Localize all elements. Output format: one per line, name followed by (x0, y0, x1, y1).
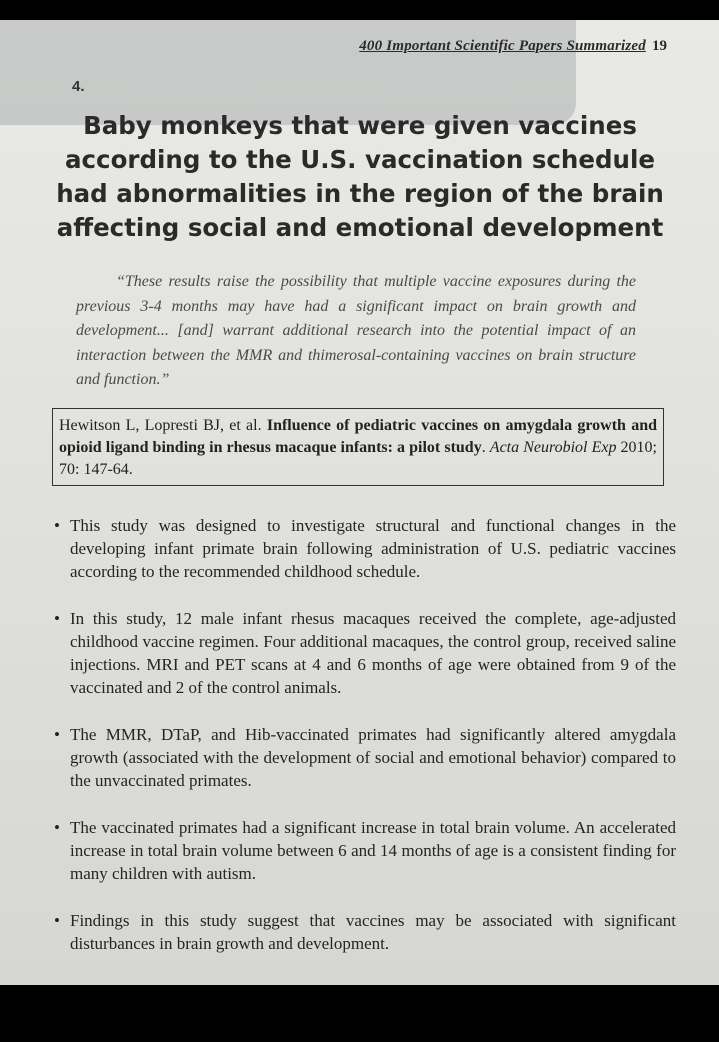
bullet-item (54, 723, 676, 792)
bullet-icon: • (54, 516, 60, 535)
bullet-item (54, 816, 676, 885)
summary-bullet-list (54, 514, 676, 979)
bullet-text: In this study, 12 male infant rhesus macaques received the complete, age-adjusted childhood vaccine regimen. Four additional macaques, the control group, received saline injections. MRI and PET scans at 4 and 6 months of age were obtained from 9 of the vaccinated and 2 of the control animals. (70, 609, 676, 697)
bullet-text: This study was designed to investigate structural and functional changes in the developing infant primate brain following administration of U.S. pediatric vaccines according to the recommended childhood schedule. (70, 516, 676, 581)
bullet-icon: • (54, 911, 60, 930)
bullet-item (54, 607, 676, 699)
bullet-text: The MMR, DTaP, and Hib-vaccinated primates had significantly altered amygdala growth (associated with the development of social and emotional behavior) compared to the unvaccinated primates. (70, 725, 676, 790)
citation-period: . (481, 439, 490, 456)
citation-title: Influence of pediatric vaccines on amygdala growth and opioid ligand binding in rhesus macaque infants: a pilot study (59, 417, 657, 456)
bullet-icon: • (54, 818, 60, 837)
bullet-icon: • (54, 725, 60, 744)
page-number: 19 (652, 38, 667, 54)
running-head (359, 38, 667, 55)
book-page (0, 20, 719, 985)
citation-box (52, 408, 664, 486)
bullet-text: The vaccinated primates had a significant increase in total brain volume. An accelerated increase in total brain volume between 6 and 14 months of age is a consistent finding for many children with autism. (70, 818, 676, 883)
pull-quote: “These results raise the possibility that multiple vaccine exposures during the previous 3-4 months may have had a significant impact on brain growth and development... [and] warrant additional research into the potential impact of an interaction between the MMR and thimerosal-containing vaccines on brain structure and function.” (76, 273, 636, 388)
citation-journal: Acta Neurobiol Exp (489, 439, 617, 456)
paper-headline: Baby monkeys that were given vaccines according to the U.S. vaccination schedule had abnormalities in the region of the brain affecting social and emotional development (56, 111, 664, 242)
bullet-text: Findings in this study suggest that vaccines may be associated with significant disturbances in brain growth and development. (70, 911, 676, 953)
paper-number: 4. (72, 78, 85, 95)
citation-details: 2010; 70: 147-64. (59, 439, 658, 478)
running-head-title: 400 Important Scientific Papers Summarized (359, 38, 646, 54)
bullet-icon: • (54, 609, 60, 628)
bottom-black-bar (0, 985, 719, 1042)
top-black-bar (0, 0, 719, 20)
citation-authors: Hewitson L, Lopresti BJ, et al. (59, 417, 267, 434)
bullet-item (54, 514, 676, 583)
bullet-item (54, 909, 676, 955)
